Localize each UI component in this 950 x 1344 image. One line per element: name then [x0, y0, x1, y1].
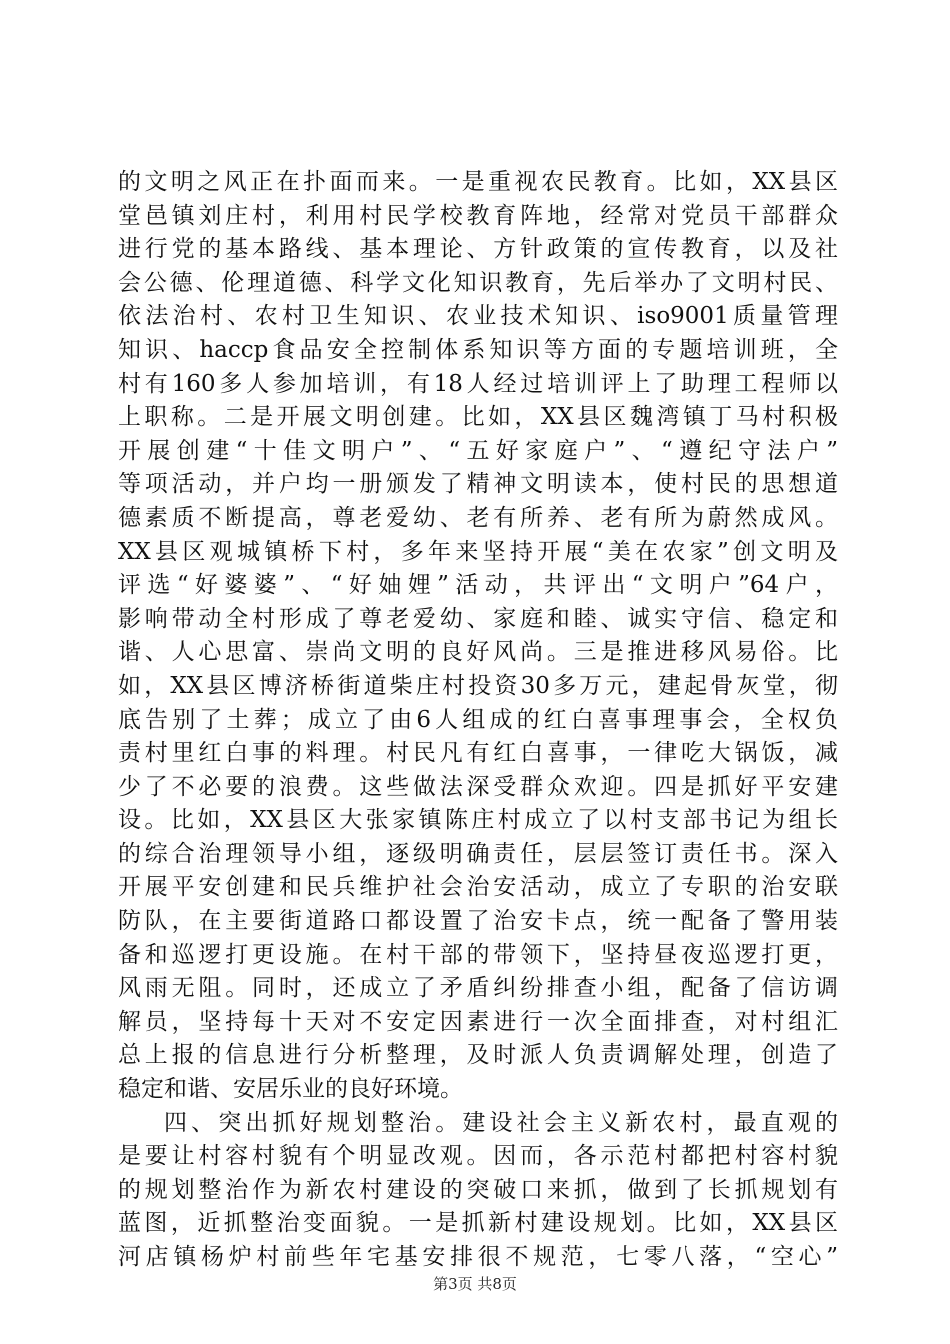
text-line: 备和巡逻打更设施。在村干部的带领下，坚持昼夜巡逻打更， — [118, 941, 838, 968]
page-number-indicator: 第3页 共8页 — [433, 1275, 517, 1293]
text-line: 是要让村容村貌有个明显改观。因而，各示范村都把村容村貌 — [118, 1143, 838, 1170]
text-line: 河店镇杨炉村前些年宅基安排很不规范，七零八落，“空心” — [118, 1244, 838, 1270]
text-line: 德素质不断提高，尊老爱幼、老有所养、老有所为蔚然成风。 — [118, 504, 838, 531]
text-line: 解员，坚持每十天对不安定因素进行一次全面排查，对村组汇 — [118, 1008, 838, 1035]
text-line: XX县区观城镇桥下村，多年来坚持开展“美在农家”创文明及 — [118, 538, 838, 565]
text-line: 会公德、伦理道德、科学文化知识教育，先后举办了文明村民、 — [118, 269, 838, 296]
text-line: 少了不必要的浪费。这些做法深受群众欢迎。四是抓好平安建 — [118, 773, 838, 800]
text-line: 村有160多人参加培训，有18人经过培训评上了助理工程师以 — [118, 370, 838, 397]
text-line: 设。比如，XX县区大张家镇陈庄村成立了以村支部书记为组长 — [118, 807, 838, 834]
text-line: 的综合治理领导小组，逐级明确责任，层层签订责任书。深入 — [118, 840, 838, 867]
text-line: 底告别了土葬；成立了由6人组成的红白喜事理事会，全权负 — [118, 706, 838, 733]
text-line: 总上报的信息进行分析整理，及时派人负责调解处理，创造了 — [118, 1042, 838, 1069]
paragraph-start-line: 四、突出抓好规划整治。建设社会主义新农村，最直观的 — [164, 1109, 838, 1136]
text-line: 评选“好婆婆”、“好妯娌”活动，共评出“文明户”64户， — [118, 572, 838, 599]
page-footer — [0, 1273, 950, 1294]
text-line: 稳定和谐、安居乐业的良好环境。 — [118, 1076, 463, 1103]
text-line: 开展平安创建和民兵维护社会治安活动，成立了专职的治安联 — [118, 874, 838, 901]
text-line: 的文明之风正在扑面而来。一是重视农民教育。比如，XX县区 — [118, 169, 838, 195]
text-line: 上职称。二是开展文明创建。比如，XX县区魏湾镇丁马村积极 — [118, 404, 838, 431]
text-line: 堂邑镇刘庄村，利用村民学校教育阵地，经常对党员干部群众 — [118, 202, 838, 229]
text-line: 谐、人心思富、崇尚文明的良好风尚。三是推进移风易俗。比 — [118, 639, 838, 666]
text-line: 蓝图，近抓整治变面貌。一是抓新村建设规划。比如，XX县区 — [118, 1210, 838, 1237]
text-line: 责村里红白事的料理。村民凡有红白喜事，一律吃大锅饭，减 — [118, 740, 838, 767]
text-line: 依法治村、农村卫生知识、农业技术知识、iso9001质量管理 — [118, 303, 838, 330]
text-line: 知识、haccp食品安全控制体系知识等方面的专题培训班，全 — [118, 336, 838, 363]
text-line: 如，XX县区博济桥街道柴庄村投资30多万元，建起骨灰堂，彻 — [118, 672, 838, 699]
text-line: 影响带动全村形成了尊老爱幼、家庭和睦、诚实守信、稳定和 — [118, 605, 838, 632]
document-body — [118, 166, 838, 1275]
text-line: 进行党的基本路线、基本理论、方针政策的宣传教育，以及社 — [118, 236, 838, 263]
text-line: 防队，在主要街道路口都设置了治安卡点，统一配备了警用装 — [118, 908, 838, 935]
text-line: 的规划整治作为新农村建设的突破口来抓，做到了长抓规划有 — [118, 1176, 838, 1203]
text-line: 开展创建“十佳文明户”、“五好家庭户”、“遵纪守法户” — [118, 437, 838, 464]
text-line: 等项活动，并户均一册颁发了精神文明读本，使村民的思想道 — [118, 471, 838, 498]
text-line: 风雨无阻。同时，还成立了矛盾纠纷排查小组，配备了信访调 — [118, 975, 838, 1002]
